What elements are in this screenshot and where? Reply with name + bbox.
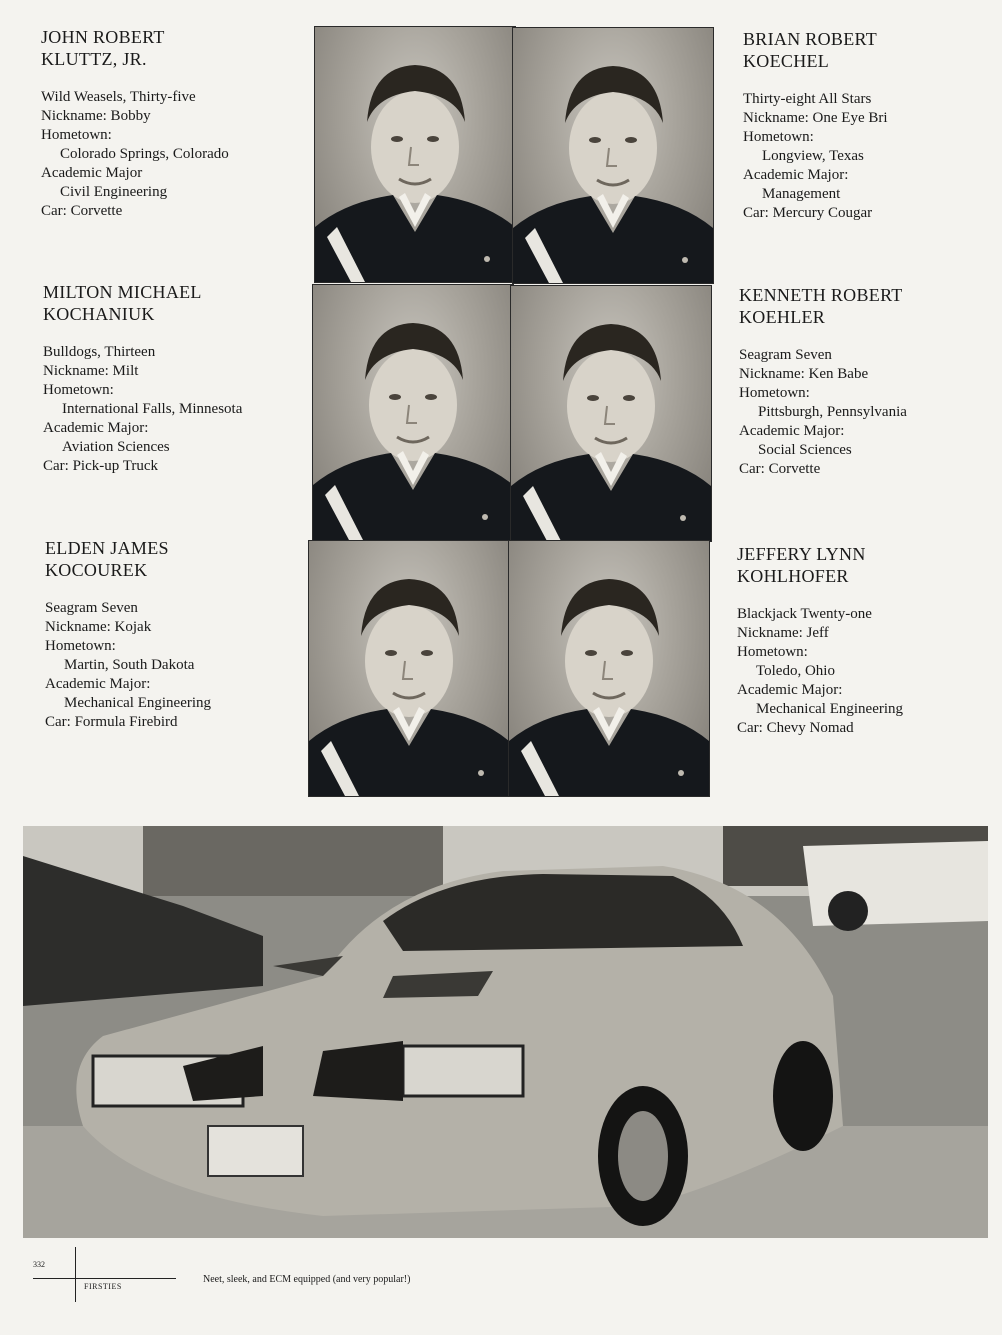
bio-car: Car: Pick-up Truck — [43, 458, 159, 474]
bio-group: Seagram Seven — [45, 600, 138, 616]
portrait-photo-kocourek — [308, 540, 510, 797]
bio-hometown-label: Hometown: — [41, 127, 112, 143]
bio-major: Management — [762, 186, 841, 202]
bio-name: JEFFERY LYNN KOHLHOFER — [737, 544, 866, 586]
bio-koechel — [743, 28, 1002, 223]
bio-kluttz — [41, 26, 311, 221]
portrait-photo-koehler — [510, 285, 712, 542]
bio-hometown: Martin, South Dakota — [64, 657, 195, 673]
bio-koehler — [739, 284, 1002, 479]
bio-hometown: Toledo, Ohio — [756, 663, 835, 679]
bio-major: Mechanical Engineering — [756, 701, 904, 717]
footer-vertical-rule — [75, 1247, 76, 1302]
bio-major: Mechanical Engineering — [64, 695, 212, 711]
bio-major: Civil Engineering — [60, 184, 168, 200]
bio-name: JOHN ROBERT KLUTTZ, JR. — [41, 27, 165, 69]
bio-name: MILTON MICHAEL KOCHANIUK — [43, 282, 202, 324]
bio-name: BRIAN ROBERT KOECHEL — [743, 29, 878, 71]
bio-major-label: Academic Major — [41, 165, 143, 181]
portrait-photo-kohlhofer — [508, 540, 710, 797]
bio-major-label: Academic Major: — [737, 682, 843, 698]
portrait-photo-kochaniuk — [312, 284, 514, 541]
bio-car: Car: Corvette — [41, 203, 123, 219]
portrait-photo-koechel — [512, 27, 714, 284]
bio-hometown: Longview, Texas — [762, 148, 864, 164]
bio-kocourek — [45, 537, 315, 732]
bio-nickname: Nickname: One Eye Bri — [743, 110, 888, 126]
bio-hometown-label: Hometown: — [43, 382, 114, 398]
bio-major-label: Academic Major: — [743, 167, 849, 183]
footer-horizontal-rule — [33, 1278, 176, 1279]
bio-group: Thirty-eight All Stars — [743, 91, 872, 107]
bio-kohlhofer — [737, 543, 1002, 738]
bio-major-label: Academic Major: — [43, 420, 149, 436]
photo-caption: Neet, sleek, and ECM equipped (and very popular!) — [203, 1274, 411, 1285]
bio-nickname: Nickname: Kojak — [45, 619, 152, 635]
bio-hometown-label: Hometown: — [45, 638, 116, 654]
bio-car: Car: Mercury Cougar — [743, 205, 873, 221]
bio-major-label: Academic Major: — [45, 676, 151, 692]
bio-car: Car: Corvette — [739, 461, 821, 477]
page-number: 332 — [33, 1260, 45, 1269]
portrait-photo-kluttz — [314, 26, 516, 283]
bio-hometown: Colorado Springs, Colorado — [60, 146, 229, 162]
bio-nickname: Nickname: Jeff — [737, 625, 829, 641]
bio-hometown-label: Hometown: — [739, 385, 810, 401]
bio-nickname: Nickname: Bobby — [41, 108, 151, 124]
bio-car: Car: Formula Firebird — [45, 714, 178, 730]
bio-group: Seagram Seven — [739, 347, 832, 363]
bio-group: Wild Weasels, Thirty-five — [41, 89, 196, 105]
bio-hometown: Pittsburgh, Pennsylvania — [758, 404, 907, 420]
bio-hometown: International Falls, Minnesota — [62, 401, 243, 417]
bio-major: Social Sciences — [758, 442, 852, 458]
bio-hometown-label: Hometown: — [743, 129, 814, 145]
bio-kochaniuk — [43, 281, 313, 476]
bio-name: KENNETH ROBERT KOEHLER — [739, 285, 903, 327]
section-label: FIRSTIES — [84, 1282, 122, 1291]
bio-car: Car: Chevy Nomad — [737, 720, 854, 736]
bio-group: Bulldogs, Thirteen — [43, 344, 156, 360]
bio-group: Blackjack Twenty-one — [737, 606, 872, 622]
bio-nickname: Nickname: Ken Babe — [739, 366, 869, 382]
bio-major: Aviation Sciences — [62, 439, 170, 455]
bio-name: ELDEN JAMES KOCOUREK — [45, 538, 169, 580]
car-photo — [23, 826, 988, 1238]
bio-nickname: Nickname: Milt — [43, 363, 139, 379]
bio-major-label: Academic Major: — [739, 423, 845, 439]
bio-hometown-label: Hometown: — [737, 644, 808, 660]
